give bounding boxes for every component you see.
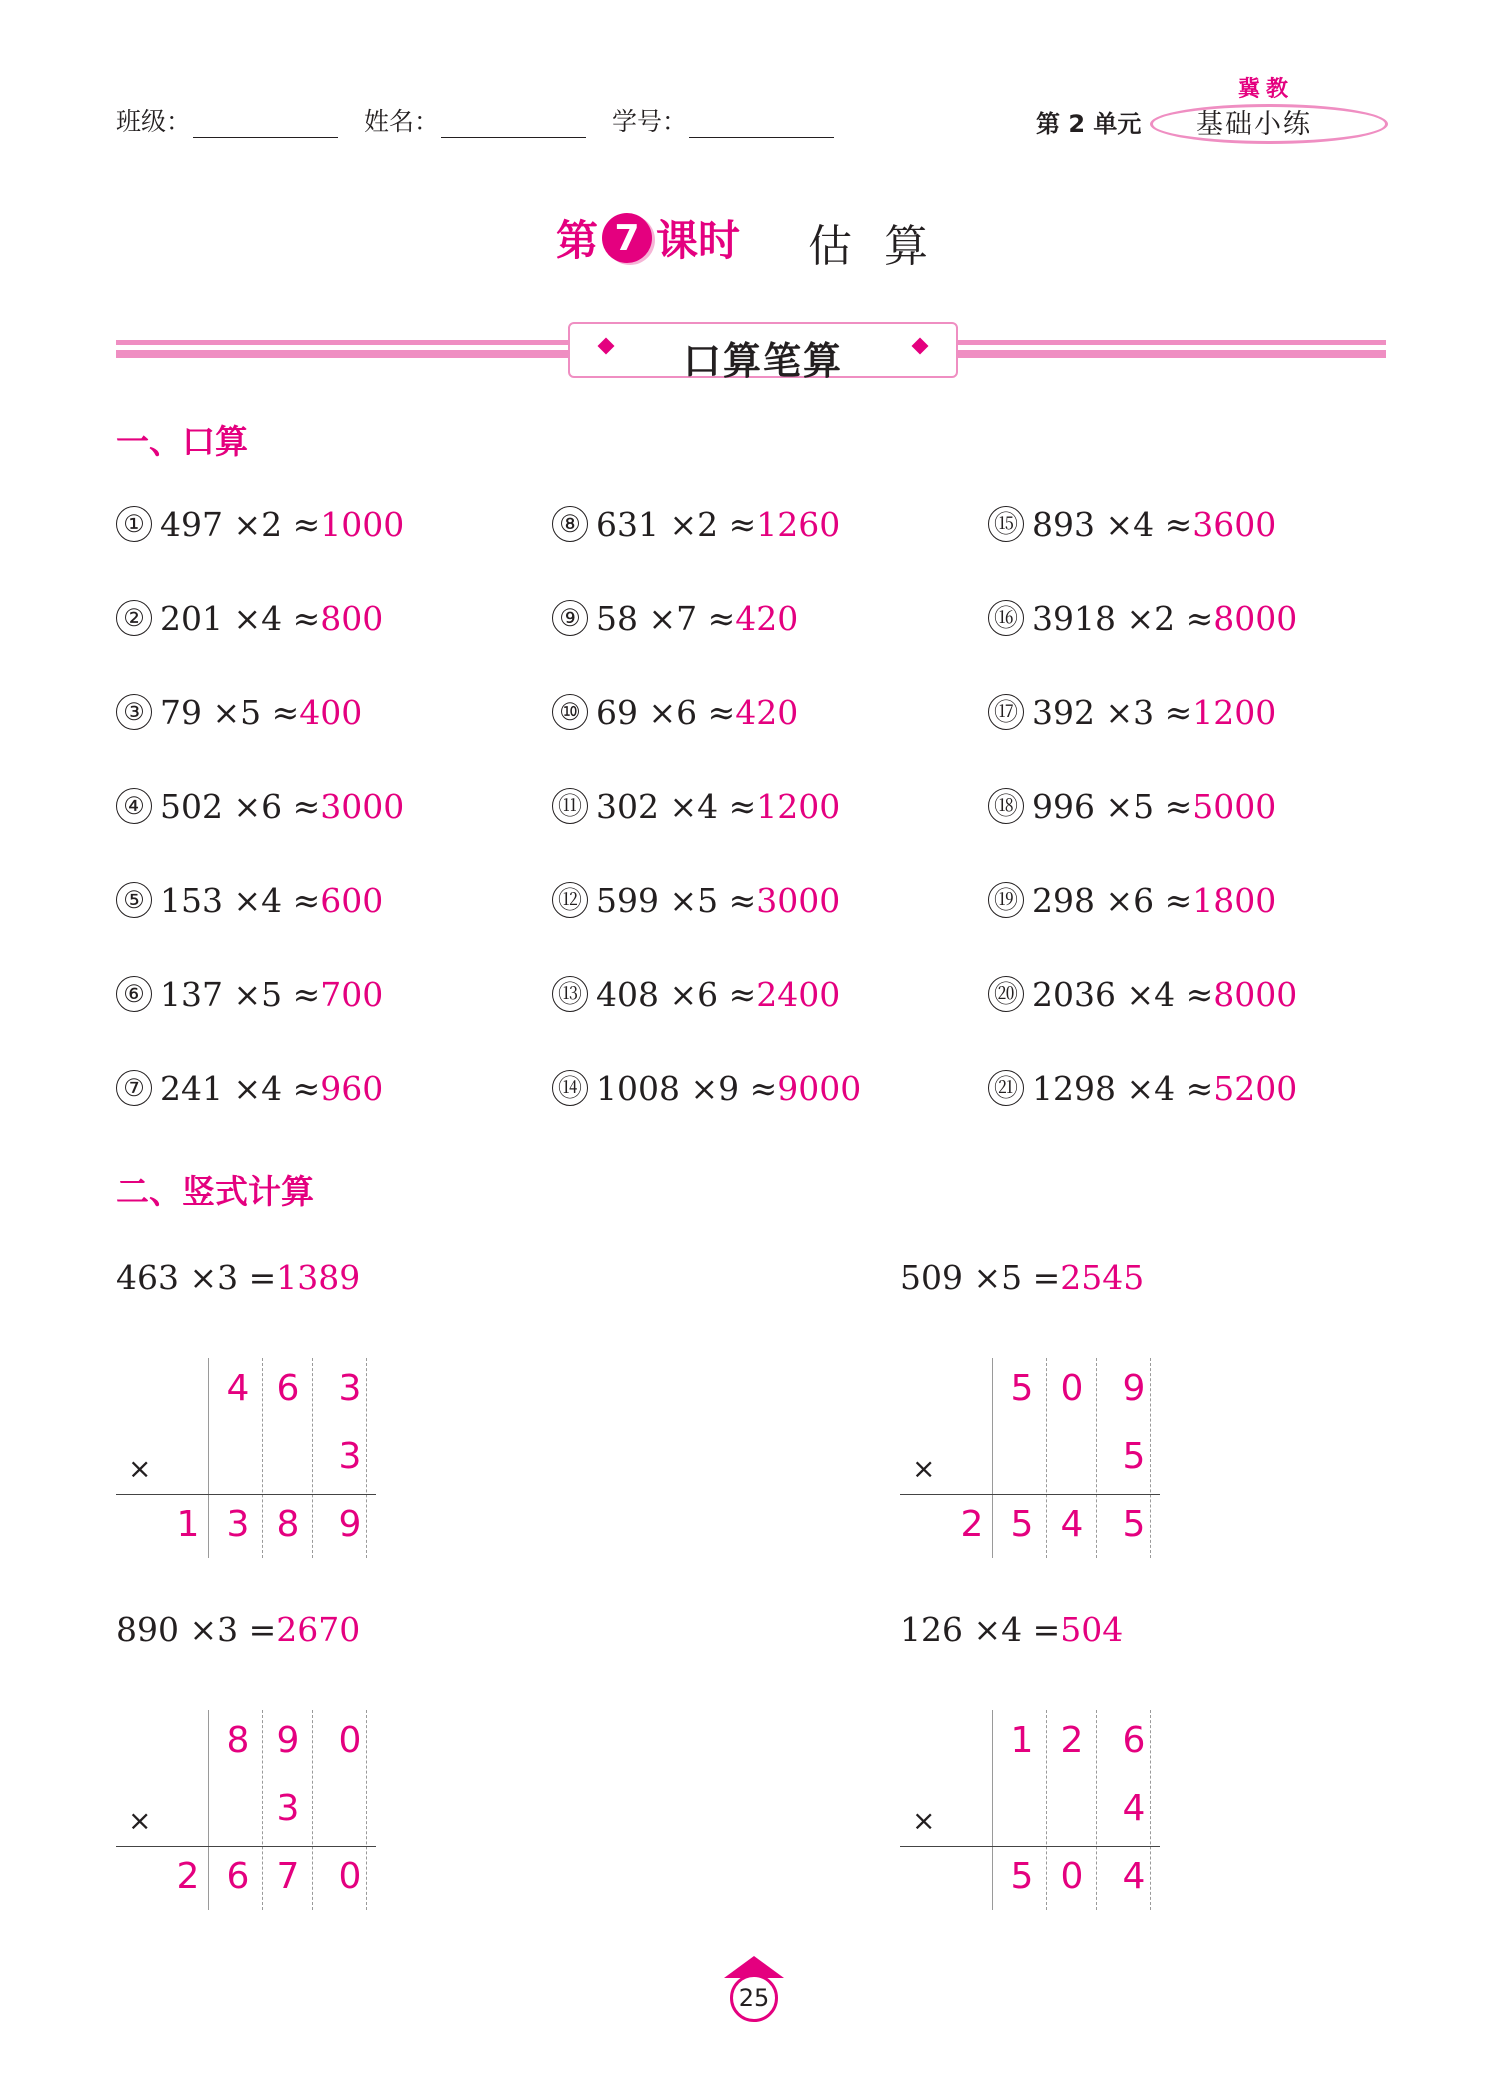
problem-answer: 420 [735,693,799,732]
lesson-label [556,208,740,268]
oral-problem [116,1069,383,1109]
problem-expression: 1298 ×4 ≈ [1032,1069,1214,1108]
multiplicand-digit: 4 [226,1368,250,1409]
problem-answer: 8000 [1213,599,1298,638]
oral-problem [552,1069,861,1109]
problem-number: ⑮ [988,506,1024,542]
problem-answer: 1800 [1192,881,1277,920]
page-number: 25 [730,1974,778,2022]
problem-number: ⑨ [552,600,588,636]
problem-expression: 599 ×5 ≈ [596,881,757,920]
section-banner [568,322,958,383]
problem-number: ⑪ [552,788,588,824]
problem-expression: 153 ×4 ≈ [160,881,321,920]
oral-problem [988,1069,1297,1109]
oral-problem [552,975,840,1015]
result-digit: 0 [338,1856,362,1897]
multiplicand-digit: 9 [1122,1368,1146,1409]
series-title: 基础小练 [1196,109,1312,140]
result-digit: 5 [1010,1504,1034,1545]
problem-answer: 1200 [756,787,841,826]
lesson-suffix: 课时 [656,216,741,265]
problem-expression: 79 ×5 ≈ [160,693,300,732]
problem-answer: 800 [320,599,384,638]
calc-answer: 1389 [276,1258,361,1297]
problem-expression: 1008 ×9 ≈ [596,1069,778,1108]
calc-answer: 2670 [276,1610,361,1649]
problem-answer: 3000 [320,787,405,826]
result-digit: 4 [1060,1504,1084,1545]
calc-answer: 504 [1060,1610,1124,1649]
number-label: 学号： [612,107,688,136]
unit-label: 第 2 单元 [1036,110,1142,138]
grid-column-line [208,1710,209,1910]
result-digit: 9 [338,1504,362,1545]
multiplicand-digit: 6 [276,1368,300,1409]
times-sign: × [128,1452,152,1485]
result-digit: 8 [276,1504,300,1545]
multiplicand-digit: 0 [1060,1368,1084,1409]
result-digit: 4 [1122,1856,1146,1897]
section2-heading: 二、竖式计算 [116,1172,314,1211]
problem-expression: 201 ×4 ≈ [160,599,321,638]
problem-expression: 241 ×4 ≈ [160,1069,321,1108]
problem-answer: 400 [299,693,363,732]
oral-problem [116,787,404,827]
multiplier-digit: 3 [338,1436,362,1477]
times-sign: × [912,1452,936,1485]
oral-problem [116,505,404,545]
problem-number: ⑩ [552,694,588,730]
lesson-number-badge: 7 [602,213,652,263]
problem-number: ④ [116,788,152,824]
result-digit: 5 [1010,1856,1034,1897]
multiplier-digit: 5 [1122,1436,1146,1477]
problem-answer: 1260 [756,505,841,544]
calc-expression: 463 ×3 = [116,1258,277,1297]
calc-equation [116,1610,360,1649]
grid-column-line [992,1358,993,1558]
oral-problem [552,505,840,545]
oral-problem [552,881,840,921]
multiplicand-digit: 1 [1010,1720,1034,1761]
multiplicand-digit: 8 [226,1720,250,1761]
problem-expression: 69 ×6 ≈ [596,693,736,732]
problem-number: ⑲ [988,882,1024,918]
grid-column-line [1096,1358,1097,1558]
page-title: 估算 [808,221,960,272]
problem-number: ㉑ [988,1070,1024,1106]
problem-answer: 3600 [1192,505,1277,544]
grid-column-line [312,1358,313,1558]
problem-number: ② [116,600,152,636]
problem-number: ⑱ [988,788,1024,824]
problem-expression: 497 ×2 ≈ [160,505,321,544]
problem-number: ⑳ [988,976,1024,1012]
problem-expression: 408 ×6 ≈ [596,975,757,1014]
problem-number: ⑥ [116,976,152,1012]
oral-problem [552,693,798,733]
result-digit: 3 [226,1504,250,1545]
result-line [116,1494,376,1495]
problem-answer: 600 [320,881,384,920]
calc-equation [900,1258,1144,1297]
oral-problem [116,975,383,1015]
grid-column-line [992,1710,993,1910]
vertical-calc-grid [116,1358,376,1564]
number-field [612,102,834,138]
grid-column-line [1096,1710,1097,1910]
multiplicand-digit: 5 [1010,1368,1034,1409]
grid-column-line [1046,1358,1047,1558]
oral-problem [988,975,1297,1015]
problem-answer: 700 [320,975,384,1014]
times-sign: × [912,1804,936,1837]
class-field [116,102,338,138]
number-blank[interactable] [689,113,834,138]
multiplicand-digit: 9 [276,1720,300,1761]
oral-problem [988,693,1276,733]
publisher-label: 冀教 [1238,77,1295,102]
problem-answer: 420 [735,599,799,638]
oral-problem [552,787,840,827]
problem-expression: 302 ×4 ≈ [596,787,757,826]
multiplier-digit: 3 [276,1788,300,1829]
calc-equation [116,1258,360,1297]
banner-label: 口算笔算 [682,339,843,383]
vertical-calc-grid [900,1710,1160,1916]
name-label: 姓名： [364,107,440,136]
grid-column-line [262,1358,263,1558]
section1-heading: 一、口算 [116,422,248,461]
grid-column-line [1046,1710,1047,1910]
result-digit: 2 [960,1504,984,1545]
calc-equation [900,1610,1123,1649]
class-label: 班级： [116,107,192,136]
problem-expression: 392 ×3 ≈ [1032,693,1193,732]
result-line [116,1846,376,1847]
problem-number: ⑤ [116,882,152,918]
result-line [900,1846,1160,1847]
oral-problem [988,787,1276,827]
problem-expression: 3918 ×2 ≈ [1032,599,1214,638]
multiplicand-digit: 0 [338,1720,362,1761]
multiplicand-digit: 2 [1060,1720,1084,1761]
calc-expression: 126 ×4 = [900,1610,1061,1649]
oral-problem [116,693,362,733]
lesson-prefix: 第 [556,216,599,265]
problem-number: ③ [116,694,152,730]
vertical-calc-grid [900,1358,1160,1564]
oral-problem [116,599,383,639]
name-field [364,102,586,138]
calc-answer: 2545 [1060,1258,1145,1297]
problem-number: ⑬ [552,976,588,1012]
problem-answer: 3000 [756,881,841,920]
problem-expression: 137 ×5 ≈ [160,975,321,1014]
problem-number: ⑧ [552,506,588,542]
result-line [900,1494,1160,1495]
problem-answer: 2400 [756,975,841,1014]
problem-answer: 9000 [777,1069,862,1108]
problem-answer: 960 [320,1069,384,1108]
multiplicand-digit: 6 [1122,1720,1146,1761]
problem-answer: 5000 [1192,787,1277,826]
problem-answer: 8000 [1213,975,1298,1014]
result-digit: 2 [176,1856,200,1897]
oral-problem [988,881,1276,921]
problem-expression: 996 ×5 ≈ [1032,787,1193,826]
problem-expression: 631 ×2 ≈ [596,505,757,544]
grid-column-line [208,1358,209,1558]
problem-expression: 2036 ×4 ≈ [1032,975,1214,1014]
problem-number: ⑫ [552,882,588,918]
problem-answer: 5200 [1213,1069,1298,1108]
problem-expression: 298 ×6 ≈ [1032,881,1193,920]
result-digit: 7 [276,1856,300,1897]
problem-number: ⑭ [552,1070,588,1106]
problem-expression: 502 ×6 ≈ [160,787,321,826]
multiplicand-digit: 3 [338,1368,362,1409]
times-sign: × [128,1804,152,1837]
problem-number: ① [116,506,152,542]
result-digit: 0 [1060,1856,1084,1897]
page-number-badge [728,1968,778,2018]
result-digit: 6 [226,1856,250,1897]
oral-problem [116,881,383,921]
multiplier-digit: 4 [1122,1788,1146,1829]
problem-number: ⑯ [988,600,1024,636]
problem-answer: 1200 [1192,693,1277,732]
calc-expression: 509 ×5 = [900,1258,1061,1297]
problem-answer: 1000 [320,505,405,544]
grid-column-line [262,1710,263,1910]
oral-problem [552,599,798,639]
oral-problem [988,599,1297,639]
calc-expression: 890 ×3 = [116,1610,277,1649]
problem-expression: 893 ×4 ≈ [1032,505,1193,544]
oral-problem [988,505,1276,545]
vertical-calc-grid [116,1710,376,1916]
grid-column-line [312,1710,313,1910]
problem-number: ⑦ [116,1070,152,1106]
result-digit: 5 [1122,1504,1146,1545]
class-blank[interactable] [193,113,338,138]
problem-expression: 58 ×7 ≈ [596,599,736,638]
result-digit: 1 [176,1504,200,1545]
problem-number: ⑰ [988,694,1024,730]
name-blank[interactable] [441,113,586,138]
